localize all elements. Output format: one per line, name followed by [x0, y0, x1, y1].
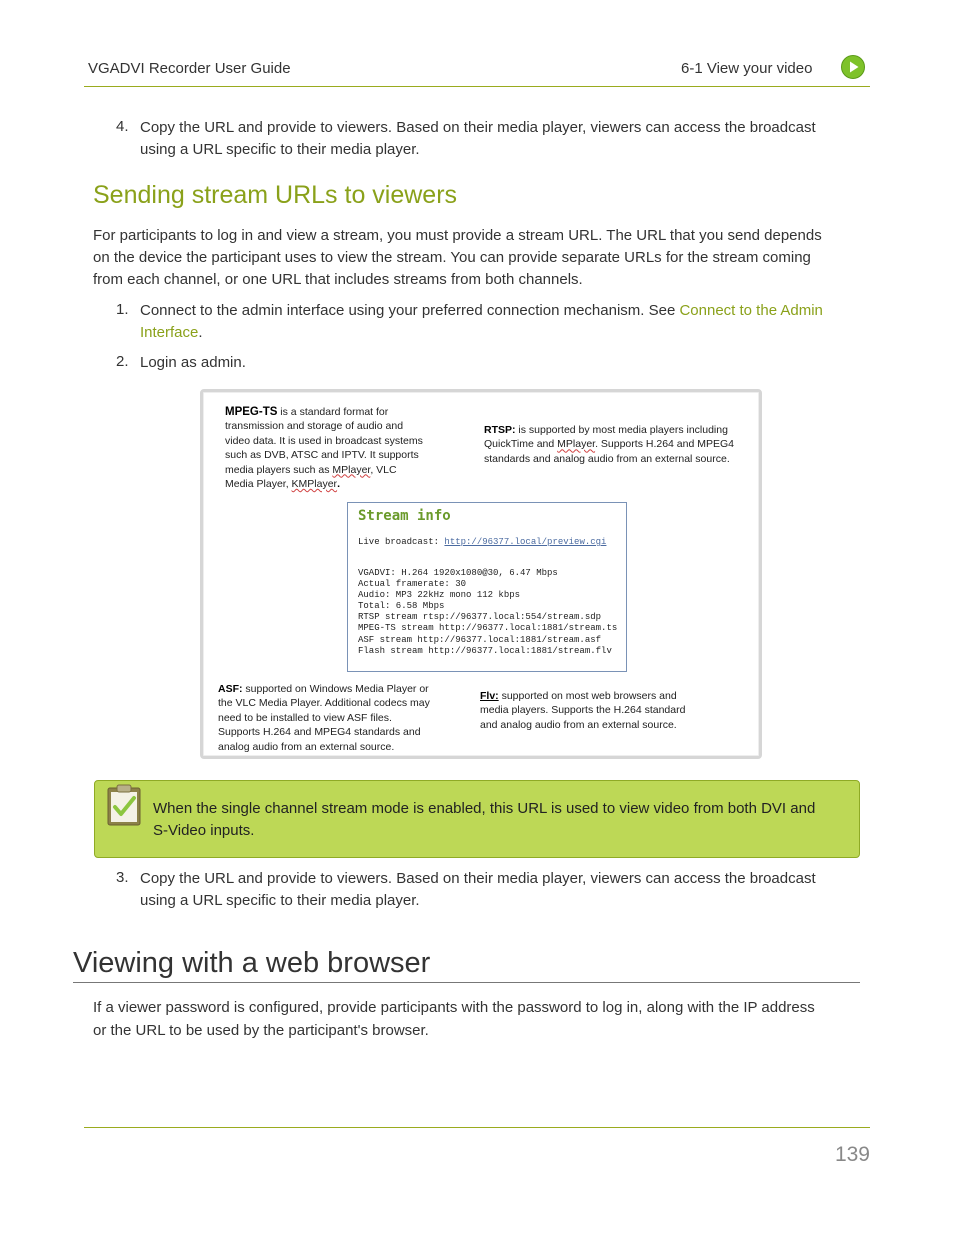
stream-info-line: Actual framerate: 30: [358, 579, 467, 590]
stream-info-line: VGADVI: H.264 1920x1080@30, 6.47 Mbps: [358, 568, 558, 578]
annotation-text: supported on most web browsers and: [498, 690, 677, 702]
note-text: [153, 798, 843, 842]
annotation-text: Supports H.264 and MPEG4 standards and: [218, 726, 421, 739]
stream-info-lines: [358, 568, 617, 657]
annotation-text: QuickTime and: [484, 438, 558, 451]
mpeg-ts-annotation: [225, 405, 455, 491]
stream-info-figure: [200, 389, 762, 759]
annotation-text: and analog audio from an external source.: [480, 718, 677, 731]
chapter-heading: Viewing with a web browser: [73, 947, 431, 979]
step-text: [140, 868, 816, 912]
step-text-line: Copy the URL and provide to viewers. Based on their media player, viewers can access the broadcast: [140, 119, 816, 136]
annotation-text: media players. Supports the H.264 standard: [480, 704, 686, 717]
step-text-line: Copy the URL and provide to viewers. Based on their media player, viewers can access the broadcast: [140, 870, 816, 887]
annotation-text: analog audio from an external source.: [218, 740, 395, 753]
viewing-paragraph: [93, 996, 815, 1042]
annotation-text: need to be installed to view ASF files.: [218, 711, 392, 724]
annotation-text: MPlayer: [332, 463, 371, 476]
annotation-text: the VLC Media Player. Additional codecs may: [218, 697, 430, 710]
annotation-text: such as DVB, ATSC and IPTV. It supports: [225, 449, 419, 462]
step-text: Login as admin.: [140, 354, 246, 371]
annotation-text: .: [337, 478, 340, 491]
intro-paragraph: [93, 225, 822, 291]
header-rule: [84, 86, 870, 87]
admin-interface-link[interactable]: Connect to the Admin: [679, 302, 823, 319]
stream-info-line: Audio: MP3 22kHz mono 112 kbps: [358, 590, 521, 601]
stream-info-title: Stream info: [358, 508, 451, 524]
step-text-line: using a URL specific to their media player.: [140, 892, 420, 909]
annotation-text: media players such as: [225, 463, 333, 476]
note-line: S-Video inputs.: [153, 822, 255, 839]
viewing-line: or the URL to be used by the participant's browser.: [93, 1022, 429, 1039]
stream-info-line: Total: 6.58 Mbps: [358, 601, 445, 612]
section-heading: Sending stream URLs to viewers: [93, 181, 458, 209]
annotation-text: transmission and storage of audio and: [225, 420, 404, 433]
step-number: 4.: [116, 118, 129, 135]
annotation-text: is a standard format for: [277, 406, 389, 418]
annotation-label: MPEG-TS: [225, 406, 278, 418]
stream-info-panel: [347, 502, 627, 672]
intro-line: from each channel, or one URL that includes streams from both channels.: [93, 271, 583, 288]
annotation-text: is supported by most media players including: [515, 424, 728, 436]
annotation-text: supported on Windows Media Player or: [242, 683, 429, 695]
annotation-label: Flv:: [480, 690, 499, 702]
annotation-text: standards and analog audio from an external source.: [484, 452, 730, 465]
document-title: VGADVI Recorder User Guide: [88, 60, 291, 77]
note-line: When the single channel stream mode is enabled, this URL is used to view video from both DVI and: [153, 800, 816, 817]
step-text-part: .: [198, 324, 203, 341]
annotation-text: MPlayer: [557, 438, 596, 451]
note-box: [94, 780, 860, 858]
annotation-text: . Supports H.264 and MPEG4: [595, 438, 734, 451]
annotation-text: Media Player,: [225, 478, 292, 491]
annotation-text: , VLC: [370, 463, 397, 476]
admin-interface-link[interactable]: Interface: [140, 324, 199, 341]
live-broadcast-row: [358, 537, 606, 547]
clipboard-check-icon: [107, 784, 141, 826]
footer-rule: [84, 1127, 870, 1128]
heading-rule: [73, 982, 860, 983]
step-text: [140, 117, 816, 161]
rtsp-annotation: [484, 423, 754, 466]
live-broadcast-label: Live broadcast:: [358, 537, 445, 547]
annotation-text: video data. It is used in broadcast systems: [225, 434, 423, 447]
stream-info-line: ASF stream http://96377.local:1881/stream.asf: [358, 634, 602, 645]
annotation-label: ASF:: [218, 683, 243, 695]
section-title: 6-1 View your video: [681, 60, 813, 77]
live-broadcast-link[interactable]: http://96377.local/preview.cgi: [444, 537, 607, 547]
page-number: 139: [834, 1143, 870, 1166]
intro-line: on the device the participant uses to view the stream. You can provide separate URLs for the stream coming: [93, 249, 811, 266]
annotation-text: KMPlayer: [291, 478, 338, 491]
flv-annotation: [480, 689, 740, 732]
stream-info-line: RTSP stream rtsp://96377.local:554/stream.sdp: [358, 612, 602, 623]
play-circle-icon[interactable]: [841, 55, 865, 79]
stream-info-line: Flash stream http://96377.local:1881/stream.flv: [358, 645, 612, 656]
asf-annotation: [218, 682, 458, 754]
step-text-line: using a URL specific to their media player.: [140, 141, 420, 158]
step-number: 1.: [116, 301, 129, 318]
viewing-line: If a viewer password is configured, provide participants with the password to log in, along with the IP address: [93, 999, 815, 1016]
step-text: [140, 300, 860, 344]
intro-line: For participants to log in and view a stream, you must provide a stream URL. The URL that you send depends: [93, 227, 822, 244]
step-number: 3.: [116, 869, 129, 886]
annotation-label: RTSP:: [484, 424, 516, 436]
stream-info-line: MPEG-TS stream http://96377.local:1881/stream.ts: [358, 623, 618, 634]
step-text-part: Connect to the admin interface using your preferred connection mechanism. See: [140, 302, 680, 319]
step-number: 2.: [116, 353, 129, 370]
